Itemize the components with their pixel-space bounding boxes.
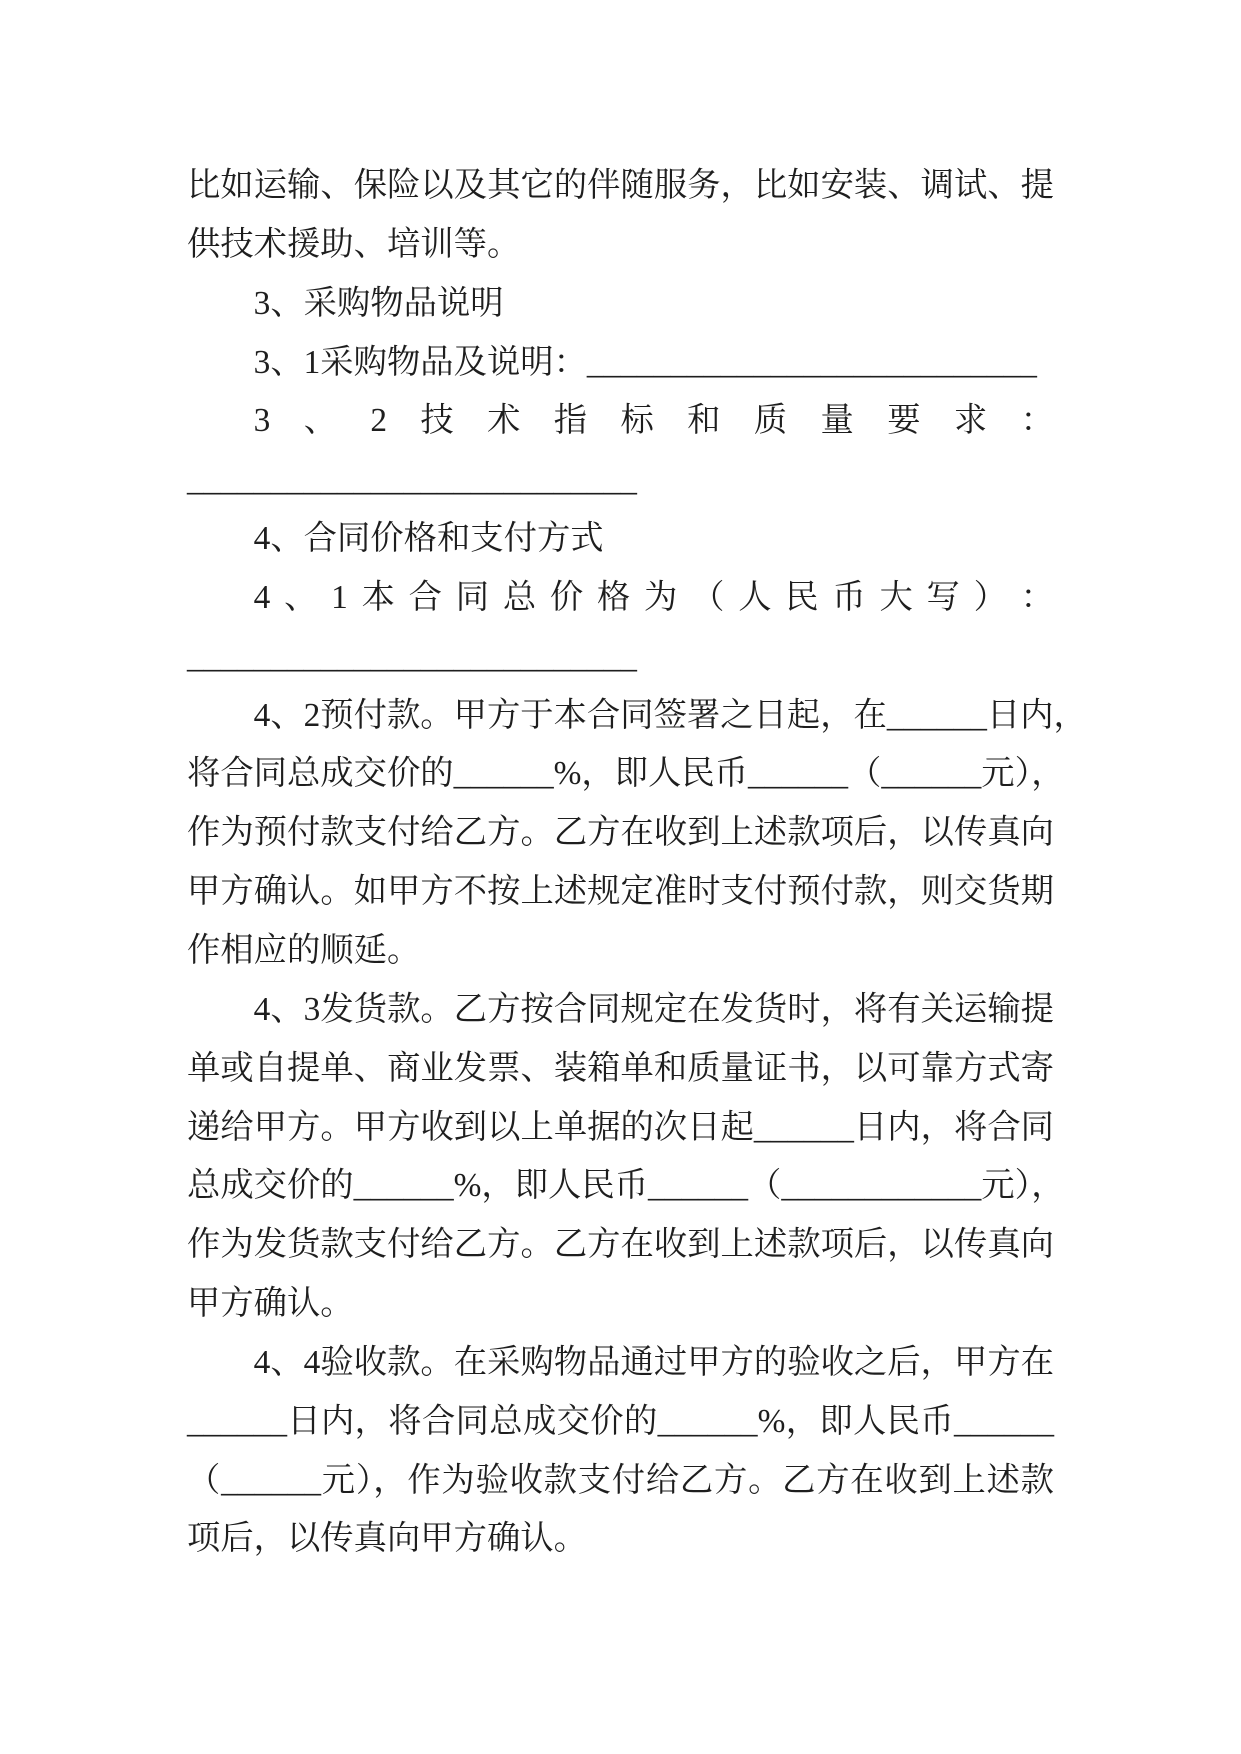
distributed-char: 和 xyxy=(687,402,721,440)
distributed-char: 同 xyxy=(455,578,490,616)
text-line: 作相应的顺延。 xyxy=(187,931,421,969)
text-line: 总成交价的______%，即人民币______（____________元）， xyxy=(187,1167,1065,1205)
clause-4-2 xyxy=(187,687,1087,981)
text-line: 将合同总成交价的______%，即人民币______（______元）， xyxy=(187,755,1065,793)
distributed-char: 为 xyxy=(644,578,678,616)
distributed-char: 本 xyxy=(361,578,395,616)
distributed-char: ： xyxy=(1020,578,1054,616)
distributed-char: 总 xyxy=(502,578,537,616)
distributed-char: 量 xyxy=(820,402,854,440)
text-line-distributed xyxy=(187,569,1054,628)
distributed-char: 术 xyxy=(487,402,521,440)
paragraph-services-continued xyxy=(187,157,1054,275)
section-heading: 3、采购物品说明 xyxy=(253,284,504,322)
distributed-char: 2 xyxy=(370,402,388,440)
text-line: 4、3发货款。乙方按合同规定在发货时，将有关运输提 xyxy=(253,990,1054,1028)
text-line: 甲方确认。如甲方不按上述规定准时支付预付款，则交货期 xyxy=(187,873,1054,911)
text-line: 递给甲方。甲方收到以上单据的次日起______日内，将合同 xyxy=(187,1108,1054,1146)
text-line: 4、2预付款。甲方于本合同签署之日起，在______日内， xyxy=(253,696,1087,734)
distributed-char: 标 xyxy=(620,402,654,440)
distributed-char: 质 xyxy=(753,402,788,440)
distributed-char: 写 xyxy=(926,578,960,616)
distributed-char: 民 xyxy=(785,578,819,616)
text-line: 4、4验收款。在采购物品通过甲方的验收之后，甲方在 xyxy=(253,1343,1054,1381)
distributed-char: 求 xyxy=(953,402,988,440)
text-line: ______日内，将合同总成交价的______%，即人民币______ xyxy=(187,1402,1054,1440)
text-line: 比如运输、保险以及其它的伴随服务，比如安装、调试、提 xyxy=(187,167,1054,204)
section-heading: 4、合同价格和支付方式 xyxy=(253,520,604,558)
blank-fill-line: ___________________________ xyxy=(187,637,637,675)
distributed-char: 要 xyxy=(887,402,921,440)
distributed-char: ） xyxy=(973,578,1007,616)
text-line: 项后，以传真向甲方确认。 xyxy=(187,1520,587,1558)
text-line: 甲方确认。 xyxy=(187,1285,354,1323)
distributed-char: 格 xyxy=(596,578,631,616)
distributed-char: 3 xyxy=(253,402,271,440)
clause-4-4 xyxy=(187,1334,1054,1569)
distributed-char: 价 xyxy=(549,578,584,616)
text-line: 供技术援助、培训等。 xyxy=(187,225,521,263)
section-3 xyxy=(187,275,1054,510)
document-body xyxy=(187,157,1087,1569)
clause-4-1 xyxy=(187,569,1054,687)
distributed-char: 大 xyxy=(879,578,913,616)
distributed-char: 、 xyxy=(284,578,318,616)
text-line: 作为发货款支付给乙方。乙方在收到上述款项后，以传真向 xyxy=(187,1226,1054,1264)
distributed-char: 1 xyxy=(331,578,348,616)
distributed-char: 、 xyxy=(303,402,338,440)
distributed-char: 人 xyxy=(738,578,772,616)
text-line: 作为预付款支付给乙方。乙方在收到上述款项后，以传真向 xyxy=(187,814,1054,852)
text-line: （______元），作为验收款支付给乙方。乙方在收到上述款 xyxy=(187,1461,1054,1499)
clause-3-1 xyxy=(187,334,1054,393)
distributed-char: 指 xyxy=(553,402,588,440)
text-line: 单或自提单、商业发票、装箱单和质量证书，以可靠方式寄 xyxy=(187,1049,1054,1087)
blank-fill-line: ___________________________ xyxy=(187,461,637,499)
clause-3-2 xyxy=(187,392,1054,510)
distributed-char: 技 xyxy=(420,402,454,440)
clause-4-3 xyxy=(187,981,1065,1334)
section-4 xyxy=(187,510,1087,1569)
text-line-distributed xyxy=(187,392,1054,451)
distributed-char: 币 xyxy=(832,578,866,616)
distributed-char: 合 xyxy=(408,578,442,616)
distributed-char: 4 xyxy=(253,578,271,616)
text-line: 3、1采购物品及说明：___________________________ xyxy=(253,343,1037,381)
distributed-char: （ xyxy=(691,578,725,616)
distributed-char: ： xyxy=(1020,402,1054,440)
